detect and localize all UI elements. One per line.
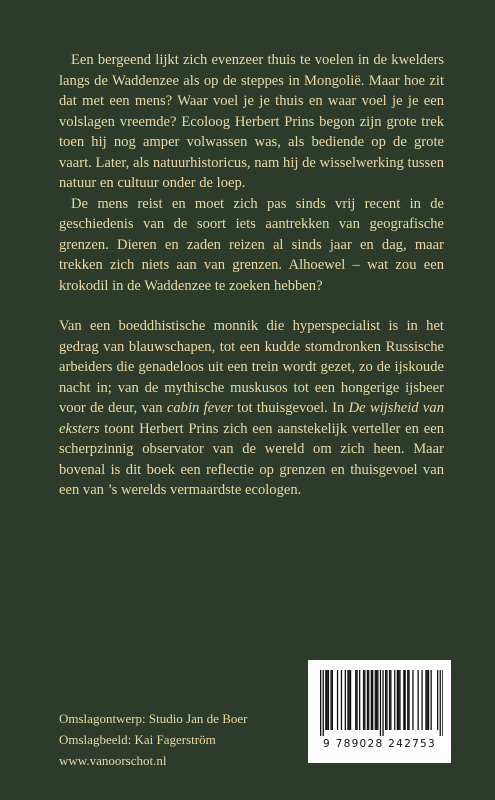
barcode-bar	[356, 670, 357, 730]
isbn-number: 9 789028 242753	[322, 738, 437, 750]
barcode-bar	[350, 670, 351, 730]
blurb-text-run: Van een boeddhistische monnik die hyperspecialist is in het gedrag van blauwschapen, tot een kudde stomdronken Russische arbeiders die genadeloos uit een trein wordt gezet, zo de ijskoude nacht in; van de mythische muskusos tot een hongerige ijsbeer voor de deur, van	[59, 318, 444, 416]
barcode-bar	[403, 670, 404, 730]
barcode-bar	[337, 670, 338, 730]
barcode-bar	[347, 670, 348, 730]
barcode-bar	[440, 670, 441, 736]
barcode-bar	[418, 670, 419, 730]
barcode-bar	[320, 670, 321, 736]
barcode-bar	[382, 670, 383, 736]
publisher-url: www.vanoorschot.nl	[59, 753, 167, 768]
barcode-bar	[389, 670, 390, 730]
barcode-bar	[421, 670, 422, 730]
barcode-bar	[375, 670, 376, 730]
barcode-bar	[386, 670, 387, 730]
barcode-bar	[327, 670, 328, 730]
barcode-bar	[431, 670, 432, 730]
barcode-bar	[349, 670, 350, 730]
blurb-paragraph-3	[59, 316, 444, 501]
barcode-bar	[341, 670, 342, 730]
barcode-bar	[328, 670, 329, 730]
barcode-bar	[376, 670, 377, 730]
blurb-italic-book-title: De wijsheid van eksters	[59, 400, 444, 437]
barcode-bar	[425, 670, 426, 730]
barcode-bar	[372, 670, 373, 730]
barcode-bar	[390, 670, 391, 730]
barcode-bar	[330, 670, 331, 730]
barcode-bar	[399, 670, 400, 730]
barcode-bar	[428, 670, 429, 730]
barcode-bar	[398, 670, 399, 730]
barcode-bar	[394, 670, 395, 730]
barcode-bar	[359, 670, 360, 730]
barcode-bar	[377, 670, 378, 730]
blurb-italic-cabin-fever: cabin fever	[166, 400, 233, 416]
barcode-bars	[316, 670, 443, 738]
barcode-bar	[325, 670, 326, 730]
blurb-text	[59, 50, 444, 501]
barcode-bar	[427, 670, 428, 730]
barcode-bar	[363, 670, 364, 730]
blurb-paragraph-2: De mens reist en moet zich pas sinds vrij recent in de geschiedenis van de soort iets aantrekken van geografische grenzen. Dieren en zaden reizen al sinds jaar en dag, maar trekken zich niets aan van grenzen. Alhoewel – wat zou een krokodil in de Waddenzee te zoeken hebben?	[59, 195, 444, 294]
barcode-bar	[355, 670, 356, 730]
barcode-bar	[437, 670, 438, 730]
blurb-paragraph-1: Een bergeend lijkt zich evenzeer thuis te voelen in de kwelders langs de Waddenzee als op de steppes in Mongolië. Maar hoe zit dat met een mens? Waar voel je je thuis en waar voel je je een volslagen vreemde? Ecoloog Herbert Prins begon zijn grote trek toen hij nog amper volwassen was, als bediende op de grote vaart. Later, als natuurhistoricus, nam hij de wisselwerking tussen natuur en cultuur onder de loep.	[59, 52, 444, 191]
barcode-bar	[412, 670, 413, 730]
barcode-bar	[408, 670, 409, 730]
blurb-text-run: toont Herbert Prins zich een aanstekelijk verteller en een scherpzinnig observator van de wereld om zich heen. Maar bovenal is dit boek een reflectie op grenzen en thuisgevoel van een van ’s werelds vermaardste ecologen.	[59, 420, 444, 498]
barcode-bar	[442, 670, 443, 736]
barcode-bar	[385, 670, 386, 730]
barcode-bar	[371, 670, 372, 730]
barcode-bar	[364, 670, 365, 730]
barcode-bar	[380, 670, 381, 736]
barcode-bar	[345, 670, 346, 730]
barcode-bar	[407, 670, 408, 730]
cover-image-credit: Omslagbeeld: Kai Fagerström	[59, 732, 216, 747]
credits	[59, 708, 247, 771]
barcode-bar	[323, 670, 324, 736]
isbn-barcode	[308, 660, 451, 763]
cover-design-credit: Omslagontwerp: Studio Jan de Boer	[59, 711, 248, 726]
barcode-bar	[332, 670, 333, 730]
barcode-bar	[368, 670, 369, 730]
barcode-bar	[405, 670, 406, 730]
barcode-bar	[397, 670, 398, 730]
blurb-text-run: tot thuisgevoel. In	[232, 400, 349, 416]
barcode-bar	[367, 670, 368, 730]
